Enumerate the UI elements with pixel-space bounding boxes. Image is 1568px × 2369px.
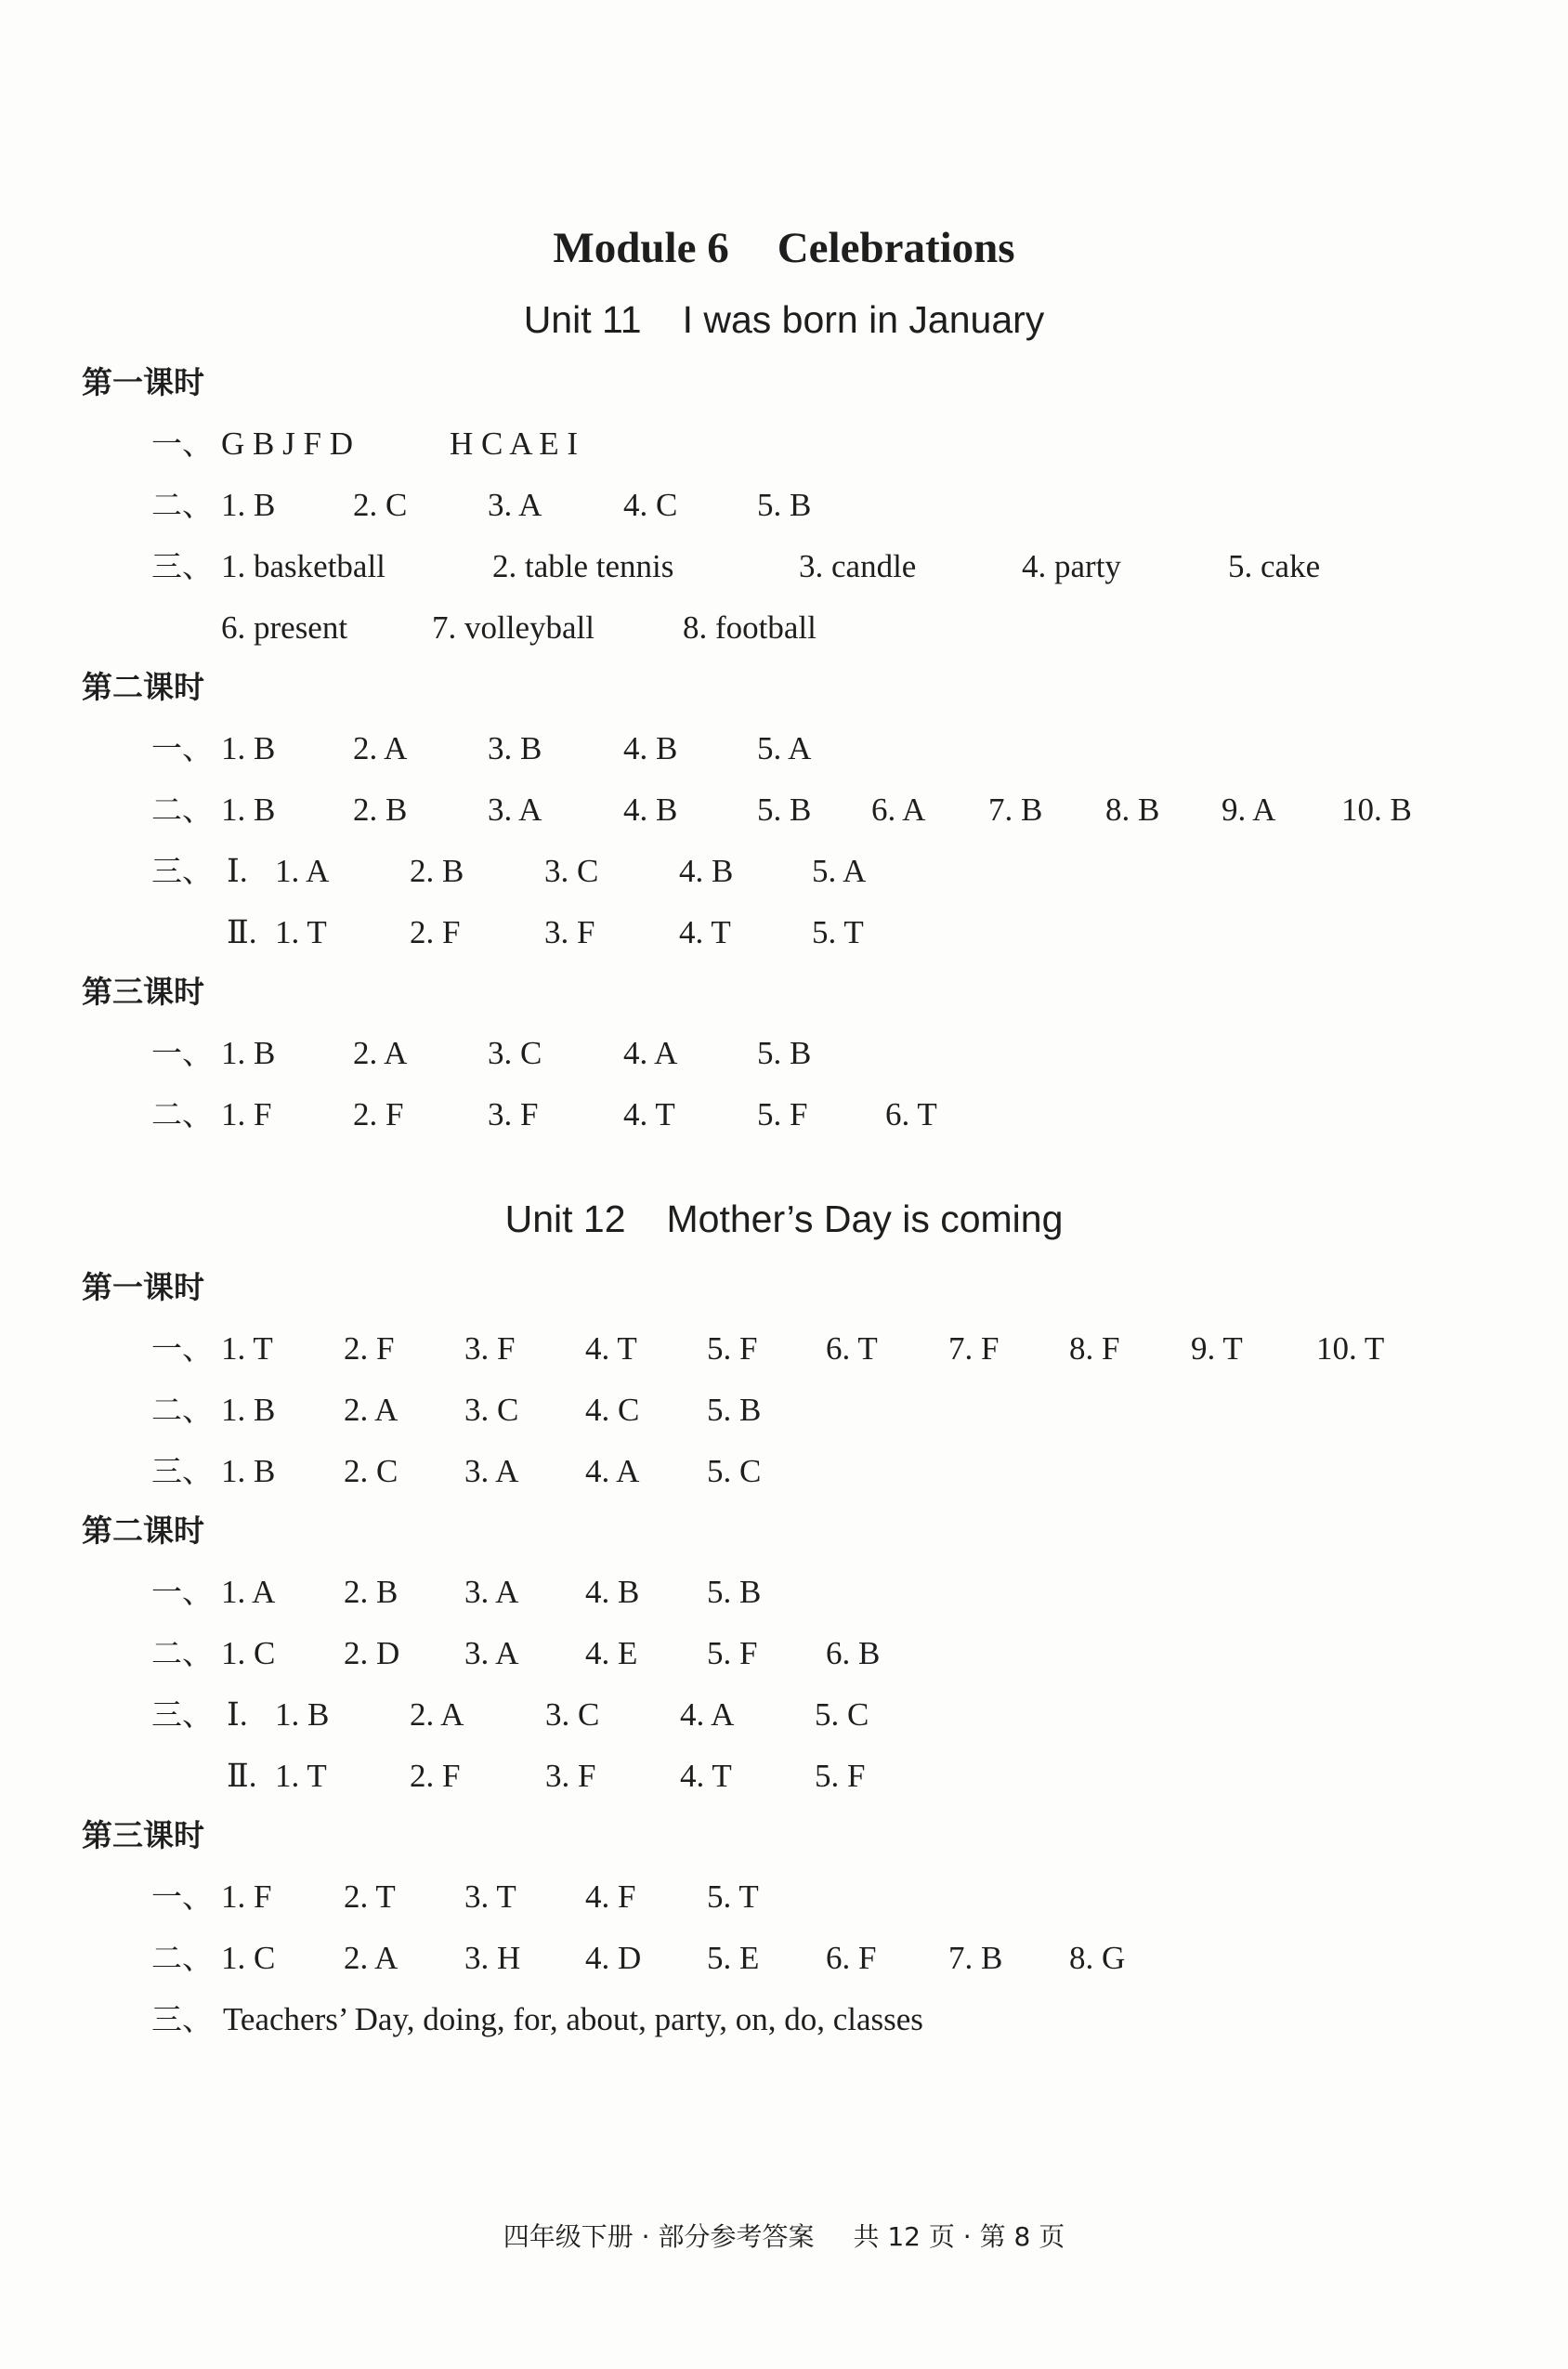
section-label: 三、 (151, 2001, 213, 2037)
section-label: 一、 (151, 1878, 213, 1915)
answer-item: 5. B (757, 1035, 812, 1071)
answer-item: 4. B (623, 730, 678, 766)
answer-item: 7. F (948, 1330, 1000, 1367)
answer-item: 1. C (221, 1635, 276, 1671)
answer-item: 1. T (275, 1758, 327, 1794)
answer-letters-a: G B J F D (221, 425, 353, 462)
answer-item: 3. F (544, 914, 595, 950)
u11-l3-row-1 (0, 1030, 1568, 1077)
answer-item: 9. A (1222, 792, 1276, 828)
answer-item: 7. B (948, 1940, 1003, 1976)
answer-item: 5. A (757, 730, 812, 766)
answer-item: 3. A (488, 487, 542, 523)
answer-item: 4. party (1022, 548, 1121, 584)
answer-item: 4. A (623, 1035, 678, 1071)
answer-item: 4. T (680, 1758, 732, 1794)
answer-item: 3. A (464, 1635, 519, 1671)
unit-12-lesson-1-heading: 第一课时 (82, 1269, 204, 1305)
u12-l3-row-2 (0, 1935, 1568, 1982)
section-label: 一、 (151, 730, 213, 766)
u12-l1-row-2 (0, 1387, 1568, 1433)
u11-l2-row-1 (0, 726, 1568, 772)
u12-l1-row-3 (0, 1448, 1568, 1495)
section-label: 三、 (151, 1453, 213, 1489)
answer-item: 2. table tennis (492, 548, 674, 584)
answer-item: 5. B (707, 1392, 762, 1428)
answer-item: 5. F (707, 1635, 758, 1671)
footer-book-label: 四年级下册 · 部分参考答案 (503, 2221, 815, 2252)
answer-item: 8. F (1069, 1330, 1120, 1367)
answer-item: 5. cake (1228, 548, 1321, 584)
answer-item: 2. F (410, 1758, 461, 1794)
answer-item: 2. C (353, 487, 408, 523)
u11-l1-row-4 (0, 605, 1568, 651)
answer-item: 1. F (221, 1096, 272, 1132)
u11-l1-row-3 (0, 543, 1568, 590)
answer-item: 4. B (585, 1574, 640, 1610)
section-label: 一、 (151, 425, 213, 462)
answer-item: 1. B (221, 1392, 276, 1428)
answer-item: 1. B (221, 792, 276, 828)
section-label: 二、 (151, 1940, 213, 1976)
section-label: 一、 (151, 1330, 213, 1367)
answer-item: 3. A (488, 792, 542, 828)
answer-item: 3. C (464, 1392, 519, 1428)
answer-item: 9. T (1191, 1330, 1243, 1367)
answer-item: 2. A (353, 730, 408, 766)
section-label: 二、 (151, 487, 213, 523)
answer-item: 4. T (623, 1096, 675, 1132)
answer-item: 3. B (488, 730, 542, 766)
answer-item: 2. F (353, 1096, 404, 1132)
answer-item: 6. T (885, 1096, 937, 1132)
u12-l2-row-2 (0, 1630, 1568, 1677)
answer-item: 5. F (707, 1330, 758, 1367)
answer-item: 4. B (623, 792, 678, 828)
u12-l2-row-1 (0, 1569, 1568, 1616)
answer-item: 2. B (344, 1574, 399, 1610)
answer-item: 2. A (344, 1940, 399, 1976)
answer-item: 5. B (757, 792, 812, 828)
answer-item: 7. B (988, 792, 1043, 828)
answer-item: 3. C (488, 1035, 542, 1071)
answer-item: 1. B (275, 1696, 330, 1733)
unit-11-title (0, 292, 1568, 347)
answer-item: 2. D (344, 1635, 400, 1671)
answer-item: 1. B (221, 1035, 276, 1071)
part-one-marker: Ⅰ. (227, 853, 248, 889)
unit-11-name: I was born in January (682, 298, 1045, 341)
answer-item: 5. C (707, 1453, 762, 1489)
u11-l1-row-1 (0, 421, 1568, 467)
answer-item: 1. A (221, 1574, 276, 1610)
answer-item: 2. C (344, 1453, 399, 1489)
answer-item: 6. T (826, 1330, 878, 1367)
section-label: 二、 (151, 1392, 213, 1428)
unit-11-lesson-1-heading: 第一课时 (82, 364, 204, 400)
answer-item: 4. C (623, 487, 678, 523)
u11-l2-row-2 (0, 787, 1568, 833)
answer-item: 4. D (585, 1940, 642, 1976)
answer-item: 1. T (221, 1330, 273, 1367)
answer-item: 3. F (545, 1758, 596, 1794)
answer-item: 6. F (826, 1940, 877, 1976)
u12-l3-row-1 (0, 1874, 1568, 1920)
part-two-marker: Ⅱ. (227, 1758, 257, 1794)
section-label: 三、 (151, 548, 213, 584)
answer-item: 3. C (545, 1696, 600, 1733)
answer-item: 3. C (544, 853, 599, 889)
part-two-marker: Ⅱ. (227, 914, 257, 950)
answer-item: 5. T (707, 1878, 759, 1915)
unit-11-number: Unit 11 (523, 298, 642, 341)
answer-item: 3. candle (799, 548, 917, 584)
answer-item: 1. A (275, 853, 330, 889)
section-label: 一、 (151, 1574, 213, 1610)
answer-item: 4. F (585, 1878, 636, 1915)
u12-l2-row-4 (0, 1753, 1568, 1800)
unit-12-number: Unit 12 (504, 1198, 626, 1240)
unit-11-lesson-3-heading: 第三课时 (82, 974, 204, 1010)
u11-l2-row-4 (0, 910, 1568, 956)
section-label: 二、 (151, 792, 213, 828)
answer-item: 2. F (344, 1330, 395, 1367)
answer-item: 2. A (410, 1696, 464, 1733)
module-title (0, 216, 1568, 281)
section-label: 三、 (151, 1696, 213, 1733)
answer-item: 4. C (585, 1392, 640, 1428)
answer-item: 5. F (757, 1096, 808, 1132)
answer-item: 4. T (585, 1330, 637, 1367)
answer-item: 6. A (871, 792, 926, 828)
answer-item: 6. B (826, 1635, 881, 1671)
answer-item: 3. F (464, 1330, 516, 1367)
u11-l3-row-2 (0, 1092, 1568, 1138)
answer-item: 1. basketball (221, 548, 385, 584)
section-label: 二、 (151, 1635, 213, 1671)
answer-item: 5. E (707, 1940, 760, 1976)
answer-item: 4. A (585, 1453, 640, 1489)
section-label: 二、 (151, 1096, 213, 1132)
answer-item: 3. H (464, 1940, 521, 1976)
answer-item: 7. volleyball (432, 609, 595, 646)
module-name: Module 6 (553, 224, 729, 272)
unit-12-name: Mother’s Day is coming (666, 1198, 1064, 1240)
section-label: 一、 (151, 1035, 213, 1071)
answer-item: 1. C (221, 1940, 276, 1976)
unit-12-title (0, 1191, 1568, 1247)
answer-item: 1. B (221, 1453, 276, 1489)
u12-l2-row-3 (0, 1692, 1568, 1738)
answer-item: 3. A (464, 1574, 519, 1610)
answer-item: 4. E (585, 1635, 638, 1671)
answer-item: 2. A (344, 1392, 399, 1428)
unit-12-lesson-2-heading: 第二课时 (82, 1512, 204, 1549)
u11-l2-row-3 (0, 848, 1568, 895)
answer-word-list: Teachers’ Day, doing, for, about, party, on, do, classes (223, 2001, 923, 2037)
answer-item: 1. B (221, 487, 276, 523)
page-number: 共 12 页 · 第 8 页 (853, 2221, 1065, 2252)
answer-item: 1. F (221, 1878, 272, 1915)
answer-item: 1. B (221, 730, 276, 766)
answer-item: 2. F (410, 914, 461, 950)
answer-letters-b: H C A E I (450, 425, 579, 462)
unit-12-lesson-3-heading: 第三课时 (82, 1817, 204, 1853)
answer-item: 4. A (680, 1696, 735, 1733)
answer-item: 3. A (464, 1453, 519, 1489)
answer-item: 3. F (488, 1096, 539, 1132)
answer-item: 10. B (1341, 792, 1412, 828)
u12-l1-row-1 (0, 1326, 1568, 1372)
answer-item: 2. B (353, 792, 408, 828)
u12-l3-row-3 (0, 1996, 1568, 2043)
section-label: 三、 (151, 853, 213, 889)
answer-item: 4. B (679, 853, 734, 889)
answer-item: 10. T (1316, 1330, 1385, 1367)
answer-item: 5. B (707, 1574, 762, 1610)
answer-item: 5. F (815, 1758, 866, 1794)
unit-11-lesson-2-heading: 第二课时 (82, 669, 204, 705)
answer-item: 2. T (344, 1878, 396, 1915)
u11-l1-row-2 (0, 482, 1568, 529)
answer-item: 2. B (410, 853, 464, 889)
answer-item: 8. G (1069, 1940, 1126, 1976)
part-one-marker: Ⅰ. (227, 1696, 248, 1733)
answer-item: 5. T (812, 914, 864, 950)
module-topic: Celebrations (777, 224, 1015, 272)
answer-item: 3. T (464, 1878, 516, 1915)
answer-item: 4. T (679, 914, 731, 950)
answer-item: 5. B (757, 487, 812, 523)
answer-item: 5. C (815, 1696, 869, 1733)
answer-item: 8. B (1105, 792, 1160, 828)
answer-item: 1. T (275, 914, 327, 950)
answer-item: 2. A (353, 1035, 408, 1071)
page-footer (0, 2216, 1568, 2258)
answer-item: 6. present (221, 609, 348, 646)
answer-item: 8. football (683, 609, 817, 646)
answer-item: 5. A (812, 853, 867, 889)
